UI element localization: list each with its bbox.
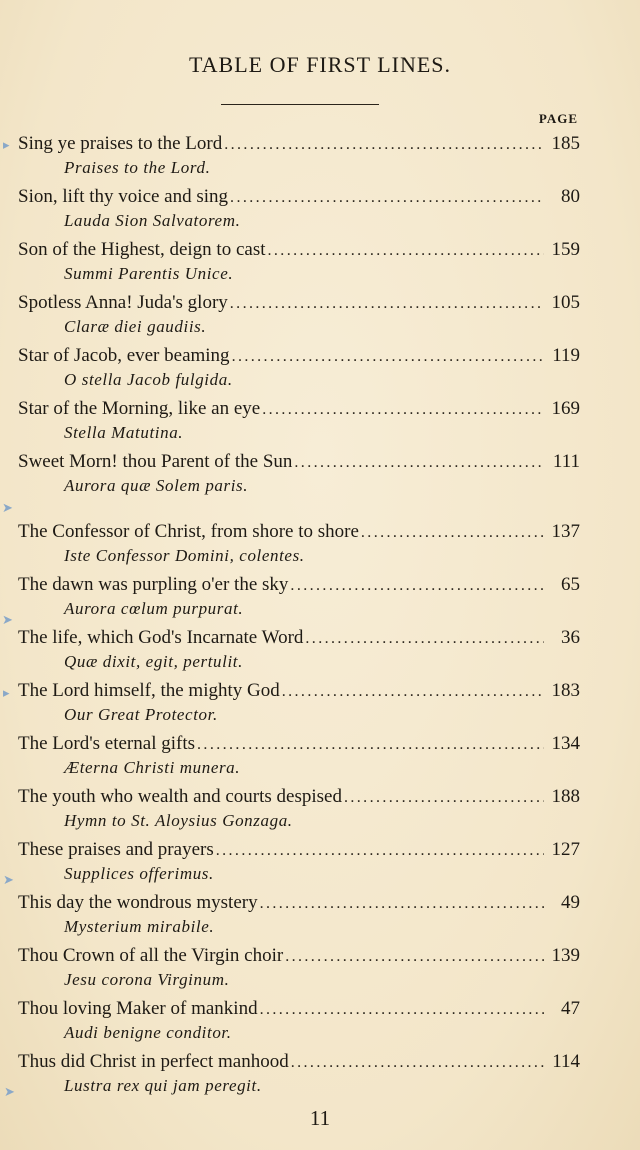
list-item (18, 519, 580, 572)
first-lines-list (18, 131, 580, 1102)
first-line: Son of the Highest, deign to cast (18, 239, 266, 260)
latin-title: Claræ diei gaudiis. (64, 317, 207, 336)
dot-leader (361, 520, 544, 546)
list-item (18, 837, 580, 890)
latin-title: Summi Parentis Unice. (64, 264, 234, 283)
dot-leader (305, 626, 544, 652)
page-number: 159 (551, 239, 580, 260)
page-number: 49 (561, 892, 580, 913)
latin-title: Supplices offerimus. (64, 864, 214, 883)
list-item (18, 131, 580, 184)
list-item (18, 731, 580, 784)
margin-mark-icon: ➤ (4, 1084, 15, 1099)
page-number: 169 (551, 398, 580, 419)
first-line: This day the wondrous mystery (18, 892, 258, 913)
page-number: 139 (551, 945, 580, 966)
page-number: 188 (551, 786, 580, 807)
first-line: The youth who wealth and courts despised (18, 786, 342, 807)
dot-leader (344, 785, 544, 811)
margin-mark-icon: ➤ (2, 612, 13, 627)
page-number: 65 (561, 574, 580, 595)
latin-title: O stella Jacob fulgida. (64, 370, 233, 389)
latin-title: Lustra rex qui jam peregit. (64, 1076, 262, 1095)
dot-leader (285, 944, 544, 970)
page-number: 137 (551, 521, 580, 542)
dot-leader (197, 732, 544, 758)
first-line: Thou loving Maker of mankind (18, 998, 258, 1019)
dot-leader (282, 679, 544, 705)
margin-mark-icon: ▸ (3, 685, 10, 700)
first-line: The Lord himself, the mighty God (18, 680, 280, 701)
first-line: Spotless Anna! Juda's glory (18, 292, 228, 313)
latin-title: Æterna Christi munera. (64, 758, 241, 777)
latin-title: Quæ dixit, egit, pertulit. (64, 652, 243, 671)
list-item (18, 343, 580, 396)
first-line: Sing ye praises to the Lord (18, 133, 223, 154)
page-number: 114 (552, 1051, 580, 1072)
page-column-header: PAGE (538, 111, 578, 126)
latin-title: Hymn to St. Aloysius Gonzaga. (64, 811, 293, 830)
first-line: Sion, lift thy voice and sing (18, 186, 229, 207)
list-item (18, 572, 580, 625)
page-number: 105 (551, 292, 580, 313)
latin-title: Aurora cœlum purpurat. (64, 599, 244, 618)
page-number: 134 (551, 733, 580, 754)
page-number: 127 (551, 839, 580, 860)
page-number: 80 (561, 186, 580, 207)
latin-title: Lauda Sion Salvatorem. (64, 211, 241, 230)
dot-leader (290, 573, 544, 599)
list-item (18, 290, 580, 343)
dot-leader (260, 891, 544, 917)
dot-leader (224, 132, 544, 158)
latin-title: Praises to the Lord. (64, 158, 211, 177)
list-item (18, 784, 580, 837)
margin-mark-icon: ➤ (2, 500, 13, 515)
first-line: These praises and prayers (18, 839, 214, 860)
latin-title: Iste Confessor Domini, colentes. (64, 546, 305, 565)
list-item (18, 996, 580, 1049)
list-item (18, 1049, 580, 1102)
first-line: The life, which God's Incarnate Word (18, 627, 304, 648)
title-rule (221, 104, 379, 105)
first-line: The dawn was purpling o'er the sky (18, 574, 289, 595)
page-number: 119 (552, 345, 580, 366)
first-line: Thou Crown of all the Virgin choir (18, 945, 284, 966)
latin-title: Jesu corona Virginum. (64, 970, 230, 989)
first-line: The Confessor of Christ, from shore to shore (18, 521, 359, 542)
page-title: TABLE OF FIRST LINES. (188, 52, 452, 77)
list-item (18, 237, 580, 290)
page-folio-number: 11 (309, 1106, 331, 1130)
page-number: 111 (552, 451, 580, 472)
latin-title: Audi benigne conditor. (64, 1023, 232, 1042)
dot-leader (260, 997, 544, 1023)
dot-leader (291, 1050, 544, 1076)
list-item (18, 943, 580, 996)
first-line: Thus did Christ in perfect manhood (18, 1051, 289, 1072)
dot-leader (230, 185, 544, 211)
dot-leader (294, 450, 544, 476)
page-number: 47 (561, 998, 580, 1019)
list-item (18, 184, 580, 237)
margin-mark-icon: ▸ (3, 137, 10, 152)
dot-leader (232, 344, 544, 370)
list-item (18, 396, 580, 449)
list-item (18, 625, 580, 678)
dot-leader (216, 838, 544, 864)
first-line: Star of Jacob, ever beaming (18, 345, 230, 366)
list-item (18, 890, 580, 943)
dot-leader (262, 397, 544, 423)
list-item (18, 449, 580, 502)
latin-title: Mysterium mirabile. (64, 917, 215, 936)
first-line: Sweet Morn! thou Parent of the Sun (18, 451, 293, 472)
dot-leader (230, 291, 544, 317)
first-line: The Lord's eternal gifts (18, 733, 196, 754)
page-number: 36 (561, 627, 580, 648)
page-number: 185 (551, 133, 580, 154)
list-item (18, 678, 580, 731)
first-line: Star of the Morning, like an eye (18, 398, 261, 419)
latin-title: Aurora quæ Solem paris. (64, 476, 249, 495)
dot-leader (268, 238, 545, 264)
latin-title: Our Great Protector. (64, 705, 218, 724)
latin-title: Stella Matutina. (64, 423, 184, 442)
page-number: 183 (551, 680, 580, 701)
margin-mark-icon: ➤ (3, 872, 14, 887)
